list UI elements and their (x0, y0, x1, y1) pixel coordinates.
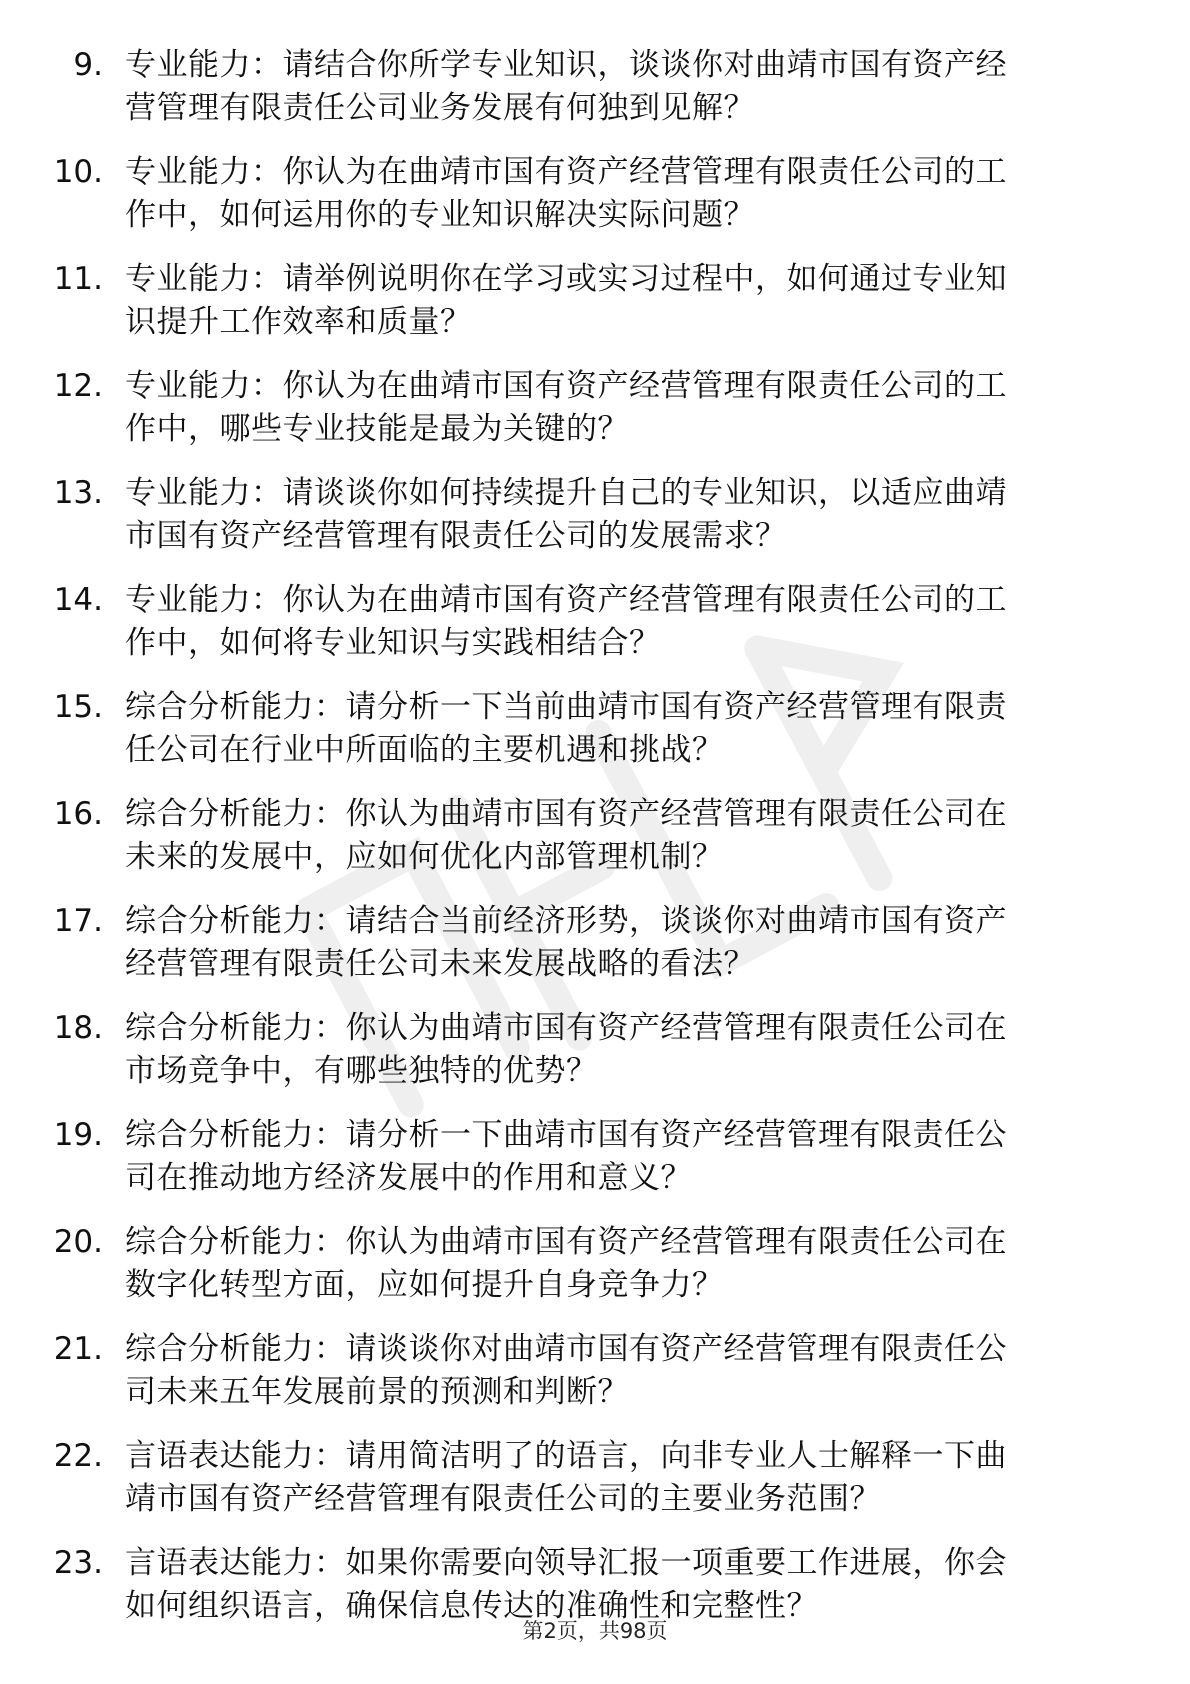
question-number: 17. (53, 903, 103, 939)
page-footer: 第2页，共98页 (522, 1619, 668, 1643)
list-item (0, 1114, 1190, 1200)
question-number: 19. (53, 1117, 103, 1153)
question-text: 综合分析能力：请分析一下曲靖市国有资产经营管理有限责任公 司在推动地方经济发展中的作用和意义？ (125, 1117, 1007, 1196)
question-number: 18. (53, 1010, 103, 1046)
question-number: 13. (53, 475, 103, 511)
question-text: 言语表达能力：请用简洁明了的语言，向非专业人士解释一下曲 靖市国有资产经营管理有限责任公司的主要业务范围？ (125, 1438, 1007, 1517)
list-item (0, 686, 1190, 772)
question-text: 专业能力：请谈谈你如何持续提升自己的专业知识，以适应曲靖 市国有资产经营管理有限责任公司的发展需求？ (125, 475, 1007, 554)
list-item (0, 793, 1190, 879)
list-item (0, 900, 1190, 986)
question-list (0, 44, 1190, 1649)
question-number: 22. (53, 1438, 103, 1474)
question-number: 20. (53, 1224, 103, 1260)
question-text: 言语表达能力：如果你需要向领导汇报一项重要工作进展，你会 如何组织语言，确保信息传达的准确性和完整性？ (125, 1545, 1007, 1624)
question-number: 12. (53, 368, 103, 404)
question-number: 23. (53, 1545, 103, 1581)
question-text: 综合分析能力：你认为曲靖市国有资产经营管理有限责任公司在 数字化转型方面，应如何提升自身竞争力？ (125, 1224, 1007, 1303)
question-text: 综合分析能力：请谈谈你对曲靖市国有资产经营管理有限责任公 司未来五年发展前景的预测和判断？ (125, 1331, 1007, 1410)
list-item (0, 44, 1190, 130)
list-item (0, 258, 1190, 344)
question-number: 21. (53, 1331, 103, 1367)
question-number: 15. (53, 689, 103, 725)
list-item (0, 579, 1190, 665)
question-text: 专业能力：请结合你所学专业知识，谈谈你对曲靖市国有资产经 营管理有限责任公司业务发展有何独到见解？ (125, 47, 1007, 126)
question-text: 综合分析能力：你认为曲靖市国有资产经营管理有限责任公司在 未来的发展中，应如何优化内部管理机制？ (125, 796, 1007, 875)
question-number: 10. (53, 154, 103, 190)
question-text: 综合分析能力：请分析一下当前曲靖市国有资产经营管理有限责 任公司在行业中所面临的主要机遇和挑战？ (125, 689, 1007, 768)
question-text: 专业能力：请举例说明你在学习或实习过程中，如何通过专业知 识提升工作效率和质量？ (125, 261, 1007, 340)
list-item (0, 1007, 1190, 1093)
list-item (0, 472, 1190, 558)
list-item (0, 1435, 1190, 1521)
question-number: 9. (73, 47, 103, 83)
list-item (0, 1328, 1190, 1414)
question-text: 综合分析能力：你认为曲靖市国有资产经营管理有限责任公司在 市场竞争中，有哪些独特的优势？ (125, 1010, 1007, 1089)
question-text: 专业能力：你认为在曲靖市国有资产经营管理有限责任公司的工 作中，如何将专业知识与实践相结合？ (125, 582, 1007, 661)
question-text: 专业能力：你认为在曲靖市国有资产经营管理有限责任公司的工 作中，哪些专业技能是最为关键的？ (125, 368, 1007, 447)
question-text: 专业能力：你认为在曲靖市国有资产经营管理有限责任公司的工 作中，如何运用你的专业知识解决实际问题？ (125, 154, 1007, 233)
list-item (0, 151, 1190, 237)
list-item (0, 365, 1190, 451)
question-number: 11. (53, 261, 103, 297)
question-number: 14. (53, 582, 103, 618)
question-number: 16. (53, 796, 103, 832)
question-text: 综合分析能力：请结合当前经济形势，谈谈你对曲靖市国有资产 经营管理有限责任公司未来发展战略的看法？ (125, 903, 1007, 982)
list-item (0, 1221, 1190, 1307)
